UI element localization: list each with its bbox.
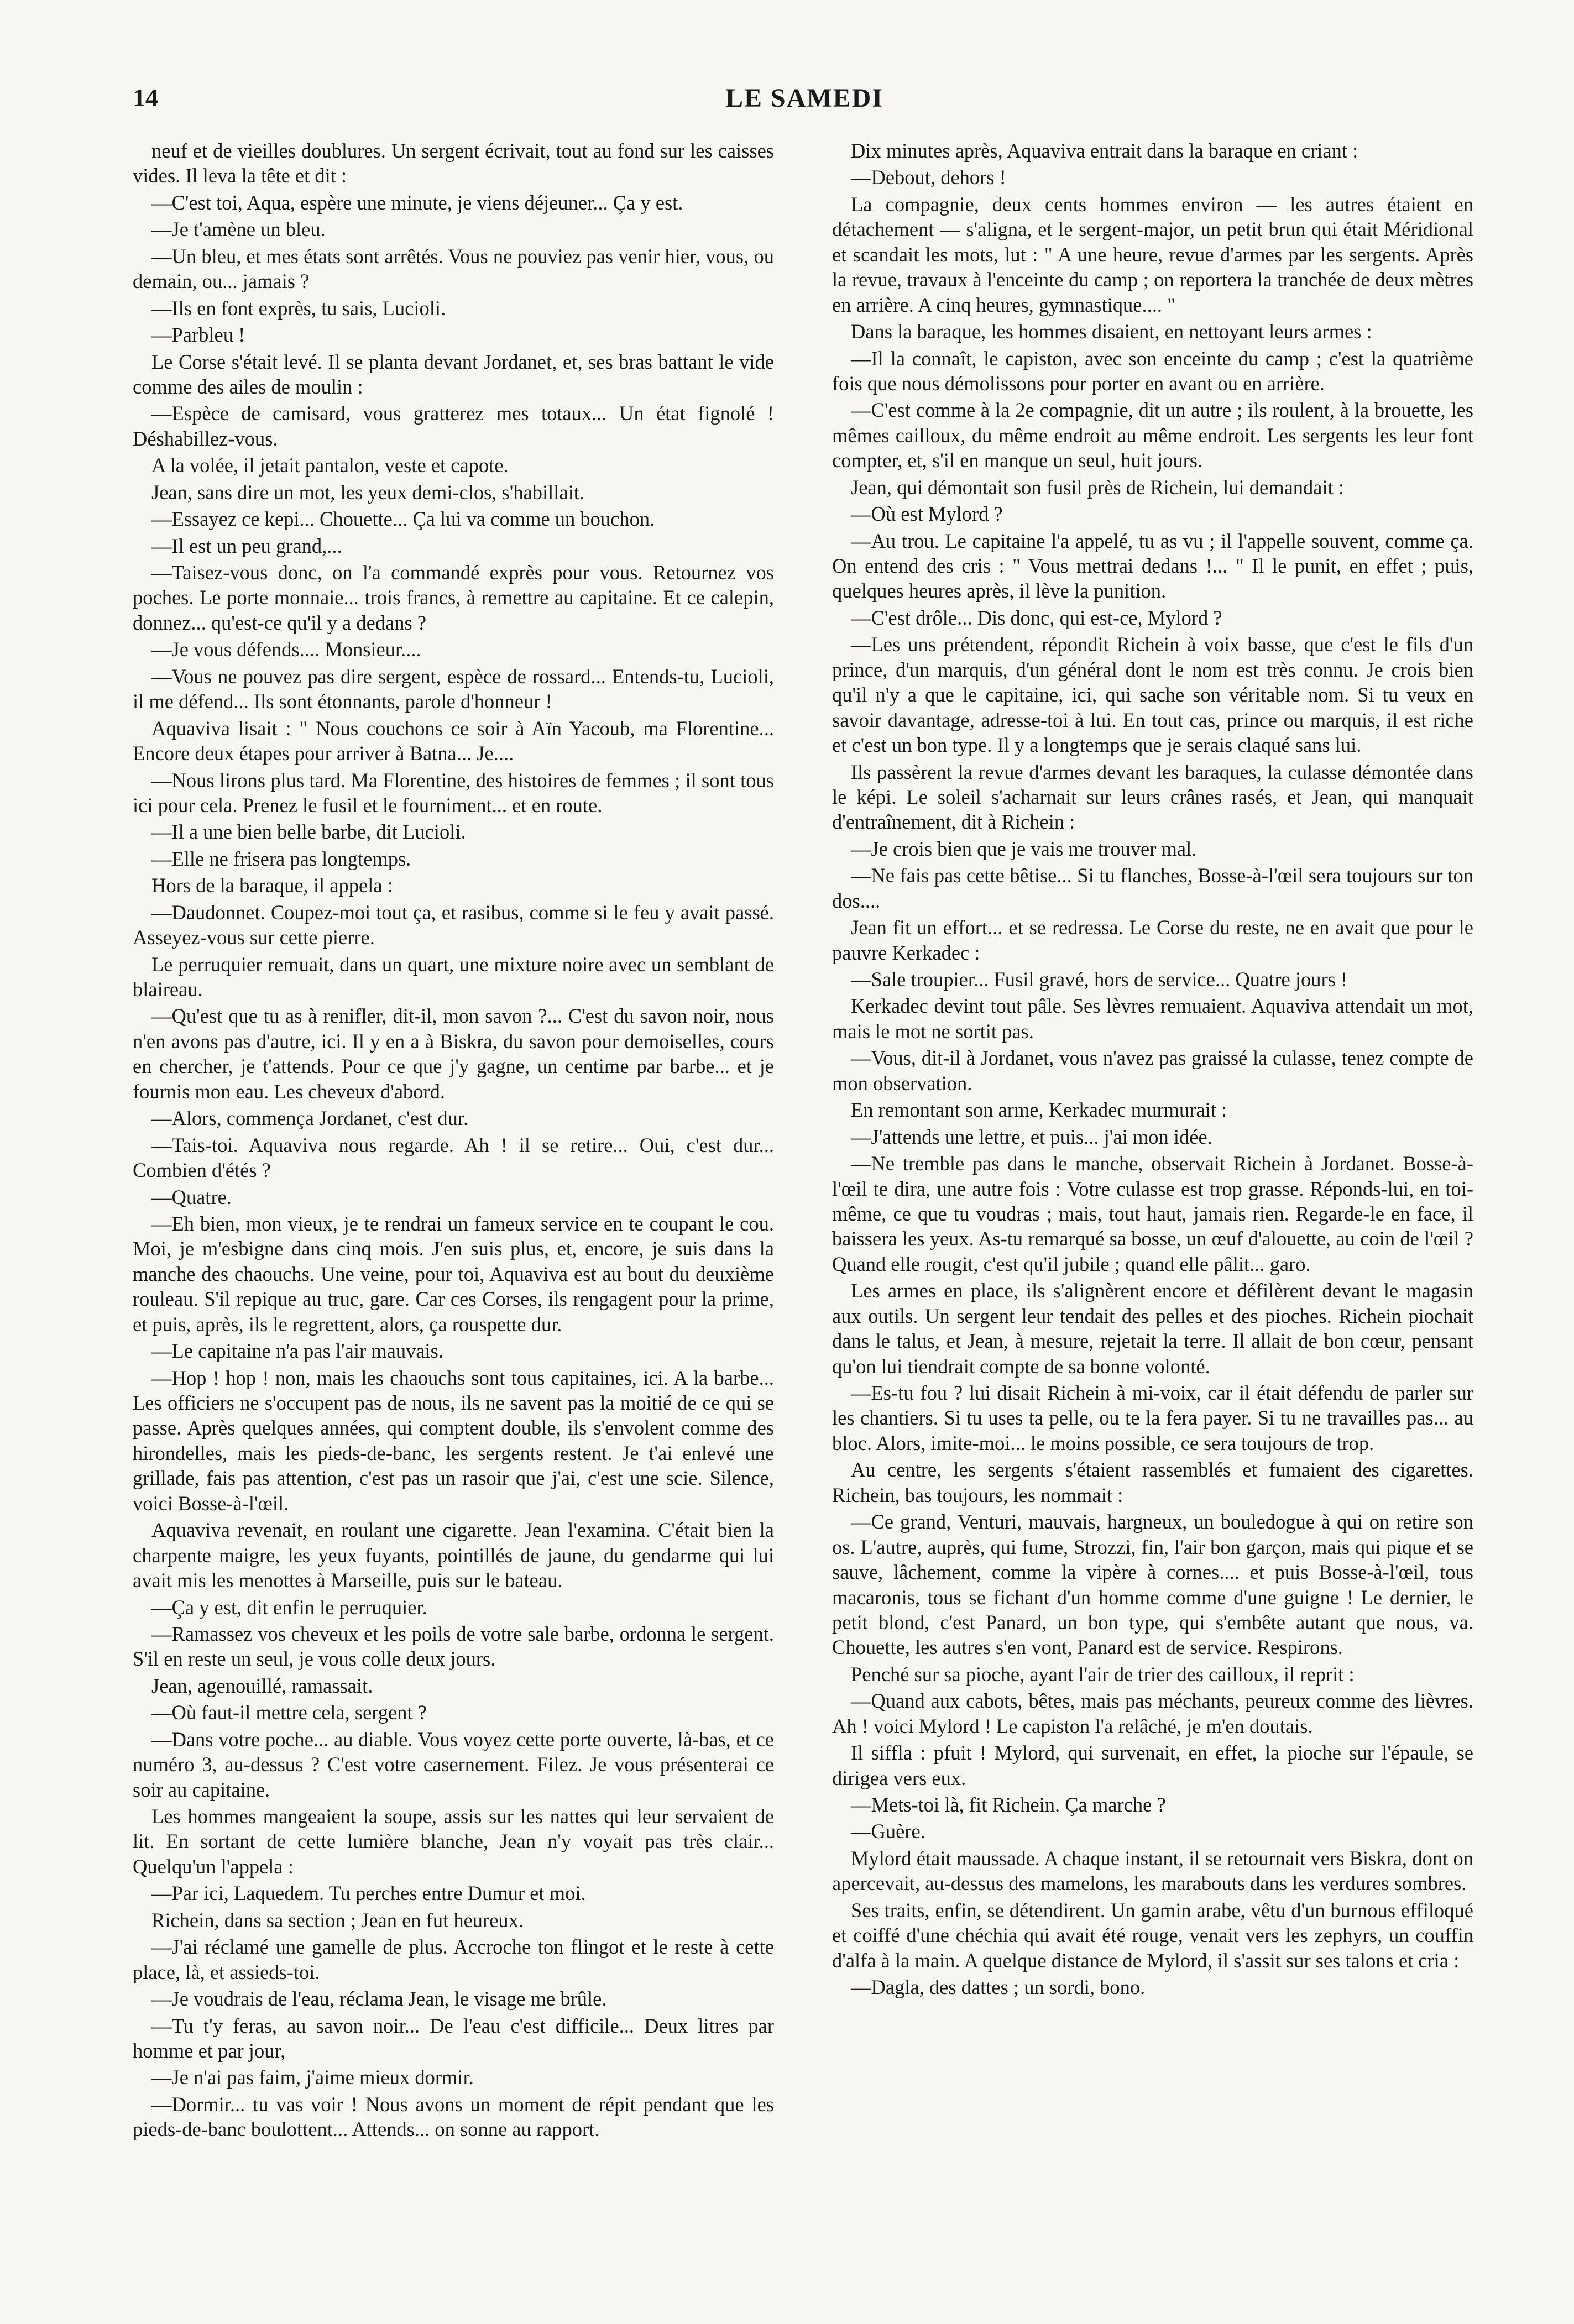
paragraph: —J'ai réclamé une gamelle de plus. Accroche ton flingot et le reste à cette place, là, et assieds-toi.: [133, 1935, 774, 1983]
paragraph: Le perruquier remuait, dans un quart, une mixture noire avec un semblant de blaireau.: [133, 952, 774, 1001]
paragraph: —C'est toi, Aqua, espère une minute, je viens déjeuner... Ça y est.: [151, 191, 683, 214]
paragraph: —Dans votre poche... au diable. Vous voyez cette porte ouverte, là-bas, et ce numéro 3, au-dessus ? C'est votre casernement. Filez. Je vous présenterai ce soir au capitaine.: [133, 1728, 774, 1801]
paragraph: —Es-tu fou ? lui disait Richein à mi-voix, car il était défendu de parler sur les chantiers. Si tu uses ta pelle, ou te la fera payer. Si tu ne travailles pas... au bloc. Alors, imite-moi... le moins possible, ce sera toujours de trop.: [832, 1381, 1473, 1454]
page-number: 14: [133, 83, 158, 112]
paragraph: Aquaviva revenait, en roulant une cigarette. Jean l'examina. C'était bien la charpente maigre, les yeux fuyants, pointillés de jaune, du gendarme qui lui avait mis les menottes à Marseille, puis sur le bateau.: [133, 1519, 774, 1592]
paragraph: —Espèce de camisard, vous gratterez mes totaux... Un état fignolé ! Déshabillez-vous.: [133, 402, 774, 450]
paragraph: Jean, qui démontait son fusil près de Richein, lui demandait :: [851, 475, 1345, 499]
paragraph: —Qu'est que tu as à renifler, dit-il, mon savon ?... C'est du savon noir, nous n'en avons pas d'autre, ici. Il y en a à Biskra, du savon pour demoiselles, cours en chercher, je t'attends. Pour ce que j'y gagne, un centime par barbe... et je fournis mon eau. Les cheveux d'abord.: [133, 1004, 774, 1103]
paragraph: Ils passèrent la revue d'armes devant les baraques, la culasse démontée dans le képi. Le soleil s'acharnait sur leurs crânes rasés, et Jean, qui manquait d'entraînement, dit à Richein :: [832, 760, 1473, 834]
paragraph: —Je t'amène un bleu.: [151, 218, 326, 241]
paragraph: —Le capitaine n'a pas l'air mauvais.: [151, 1339, 444, 1363]
paragraph: —Guère.: [851, 1820, 925, 1843]
paragraph: —Ramassez vos cheveux et les poils de votre sale barbe, ordonna le sergent. S'il en reste un seul, je vous colle deux jours.: [133, 1622, 774, 1671]
paragraph: Mylord était maussade. A chaque instant, il se retournait vers Biskra, dont on apercevait, au-dessus des mamelons, les marabouts dans les verdures sombres.: [832, 1846, 1473, 1895]
paragraph: Richein, dans sa section ; Jean en fut heureux.: [151, 1908, 524, 1932]
page-header: [133, 83, 1476, 127]
paragraph: —C'est drôle... Dis donc, qui est-ce, Mylord ?: [851, 606, 1222, 629]
paragraph: Les armes en place, ils s'alignèrent encore et défilèrent devant le magasin aux outils. Un sergent leur tendait des pelles et des pioches. Richein piochait dans le talus, et Jean, à mesure, rejetait la terre. Il allait de bon cœur, pensant qu'on lui tiendrait compte de sa bonne volonté.: [832, 1279, 1473, 1378]
paragraph: En remontant son arme, Kerkadec murmurait :: [851, 1098, 1227, 1122]
paragraph: —Il est un peu grand,...: [151, 534, 342, 557]
paragraph: —Ils en font exprès, tu sais, Lucioli.: [151, 296, 446, 320]
paragraph: —Je voudrais de l'eau, réclama Jean, le visage me brûle.: [151, 1987, 607, 2011]
paragraph: —Ne tremble pas dans le manche, observait Richein à Jordanet. Bosse-à-l'œil te dira, une autre fois : Votre culasse est trop grasse. Réponds-lui, en toi-même, ce que tu voudras ; mais, tout haut, jamais rien. Regarde-le en face, il baissera les yeux. As-tu remarqué sa bosse, un œuf d'alouette, au coin de l'œil ? Quand elle rougit, c'est qu'il jubile ; quand elle pâlit... garo.: [832, 1152, 1473, 1275]
paragraph: Jean, agenouillé, ramassait.: [151, 1674, 373, 1697]
paragraph: —Essayez ce kepi... Chouette... Ça lui va comme un bouchon.: [151, 507, 655, 531]
paragraph: —Par ici, Laquedem. Tu perches entre Dumur et moi.: [151, 1882, 586, 1905]
paragraph: —Debout, dehors !: [851, 166, 1006, 189]
paragraph: —Vous, dit-il à Jordanet, vous n'avez pas graissé la culasse, tenez compte de mon observation.: [832, 1046, 1473, 1095]
paragraph: Aquaviva lisait : " Nous couchons ce soir à Aïn Yacoub, ma Florentine... Encore deux étapes pour arriver à Batna... Je....: [133, 716, 774, 765]
paragraph: Le Corse s'était levé. Il se planta devant Jordanet, et, ses bras battant le vide comme des ailes de moulin :: [133, 350, 774, 398]
paragraph: —Ça y est, dit enfin le perruquier.: [151, 1595, 427, 1619]
paragraph: —Où faut-il mettre cela, sergent ?: [151, 1701, 427, 1724]
paragraph: —Dagla, des dattes ; un sordi, bono.: [851, 1976, 1146, 1999]
paragraph: La compagnie, deux cents hommes environ — les autres étaient en détachement — s'aligna, et le sergent-major, un petit brun qui était Méridional et scandait les mots, lut : " A une heure, revue d'armes par les sergents. Après la revue, travaux à l'enceinte du camp ; on reportera la tranchée de deux mètres en arrière. A cinq heures, gymnastique.... ": [832, 192, 1473, 316]
paragraph: Dix minutes après, Aquaviva entrait dans la baraque en criant :: [851, 139, 1358, 162]
paragraph: —Daudonnet. Coupez-moi tout ça, et rasibus, comme si le feu y avait passé. Asseyez-vous sur cette pierre.: [133, 901, 774, 949]
paragraph: Dans la baraque, les hommes disaient, en nettoyant leurs armes :: [851, 320, 1372, 343]
paragraph: —Je vous défends.... Monsieur....: [151, 638, 421, 661]
paragraph: Jean, sans dire un mot, les yeux demi-clos, s'habillait.: [151, 480, 585, 504]
paragraph: —Tais-toi. Aquaviva nous regarde. Ah ! il se retire... Oui, c'est dur... Combien d'étés ?: [133, 1133, 774, 1182]
paragraph: A la volée, il jetait pantalon, veste et capote.: [151, 454, 509, 477]
paragraph: —Ce grand, Venturi, mauvais, hargneux, un bouledogue à qui on retire son os. L'autre, auprès, qui fume, Strozzi, fin, l'air bon garçon, mais qui pique et se sauve, lâchement, comme la vipère à cornes.... et puis Bosse-à-l'œil, tous macaronis, tous se fichant d'un homme comme d'une guigne ! Le dernier, le petit blond, c'est Panard, un bon type, qui s'embête autant que nous, va. Chouette, les autres s'en vont, Panard est de service. Respirons.: [832, 1510, 1473, 1659]
paragraph: Il siffla : pfuit ! Mylord, qui survenait, en effet, la pioche sur l'épaule, se dirigea vers eux.: [832, 1741, 1473, 1789]
paragraph: —Dormir... tu vas voir ! Nous avons un moment de répit pendant que les pieds-de-banc boulottent... Attends... on sonne au rapport.: [133, 2092, 774, 2141]
magazine-title: LE SAMEDI: [725, 83, 884, 113]
paragraph: Penché sur sa pioche, ayant l'air de trier des cailloux, il reprit :: [851, 1662, 1355, 1686]
paragraph: Au centre, les sergents s'étaient rassemblés et fumaient des cigarettes. Richein, bas toujours, les nommait :: [832, 1458, 1473, 1506]
paragraph: —Tu t'y feras, au savon noir... De l'eau c'est difficile... Deux litres par homme et par jour,: [133, 2014, 774, 2062]
paragraph: —Mets-toi là, fit Richein. Ça marche ?: [851, 1793, 1166, 1816]
paragraph: —Hop ! hop ! non, mais les chaouchs sont tous capitaines, ici. A la barbe... Les officiers ne s'occupent pas de nous, ils ne savent pas la moitié de ce qui se passe. Après quelques années, qui comptent double, ils s'envolent comme des hirondelles, mais les pieds-de-banc, les sergents restent. Je t'ai enlevé une grillade, fais pas attention, c'est pas un rasoir que j'ai, c'est une scie. Silence, voici Bosse-à-l'œil.: [133, 1366, 774, 1515]
paragraph: —Il a une bien belle barbe, dit Lucioli.: [151, 820, 466, 844]
paragraph: Hors de la baraque, il appela :: [151, 874, 393, 897]
text-column-right: [832, 138, 1473, 2272]
paragraph: Les hommes mangeaient la soupe, assis sur les nattes qui leur servaient de lit. En sortant de cette lumière blanche, Jean n'y voyait pas très clair... Quelqu'un l'appela :: [133, 1805, 774, 1878]
paragraph: —Nous lirons plus tard. Ma Florentine, des histoires de femmes ; il sont tous ici pour cela. Prenez le fusil et le fourniment... et en route.: [133, 768, 774, 816]
paragraph: —Quand aux cabots, bêtes, mais pas méchants, peureux comme des lièvres. Ah ! voici Mylord ! Le capiston l'a relâché, je m'en doutais.: [832, 1689, 1473, 1737]
text-column-left: [133, 138, 774, 2272]
paragraph: —Elle ne frisera pas longtemps.: [151, 847, 411, 870]
paragraph: —Sale troupier... Fusil gravé, hors de service... Quatre jours !: [851, 968, 1348, 991]
paragraph: Jean fit un effort... et se redressa. Le Corse du reste, ne en avait que pour le pauvre Kerkadec :: [832, 916, 1473, 964]
paragraph: —Au trou. Le capitaine l'a appelé, tu as vu ; il l'appelle souvent, comme ça. On entend des cris : " Vous mettrai dedans !... " Il le punit, en effet ; puis, quelques heures après, il lève la punition.: [832, 529, 1473, 603]
paragraph: —C'est comme à la 2e compagnie, dit un autre ; ils roulent, à la brouette, les mêmes cailloux, du même endroit au même endroit. Les sergents les leur font compter, et, s'il en manque un seul, huit jours.: [832, 399, 1473, 472]
paragraph: Ses traits, enfin, se détendirent. Un gamin arabe, vêtu d'un burnous effiloqué et coiffé d'une chéchia qui avait été rouge, venait vers les zephyrs, un couffin d'alfa à la main. A quelque distance de Mylord, il s'assit sur ses talons et cria :: [832, 1898, 1473, 1972]
paragraph: neuf et de vieilles doublures. Un sergent écrivait, tout au fond sur les caisses vides. Il leva la tête et dit :: [133, 139, 774, 187]
paragraph: —Eh bien, mon vieux, je te rendrai un fameux service en te coupant le cou. Moi, je m'esbigne dans cinq mois. J'en suis plus, et, encore, je suis dans la manche des chaouchs. Une veine, pour toi, Aquaviva est au bout du deuxième rouleau. S'il repique au truc, gare. Car ces Corses, ils rengagent pour la prime, et puis, après, ils le regrettent, alors, ça rouspette dur.: [133, 1212, 774, 1336]
paragraph: —Parbleu !: [151, 323, 245, 347]
paragraph: Kerkadec devint tout pâle. Ses lèvres remuaient. Aquaviva attendait un mot, mais le mot ne sortit pas.: [832, 994, 1473, 1043]
paragraph: —Alors, commença Jordanet, c'est dur.: [151, 1107, 469, 1130]
paragraph: —Taisez-vous donc, on l'a commandé exprès pour vous. Retournez vos poches. Le porte monnaie... trois francs, à remettre au capitaine. Et ce calepin, donnez... qu'est-ce qu'il y a dedans ?: [133, 561, 774, 634]
paragraph: —Quatre.: [151, 1185, 232, 1208]
paragraph: —Un bleu, et mes états sont arrêtés. Vous ne pouviez pas venir hier, vous, ou demain, ou... jamais ?: [133, 244, 774, 293]
paragraph: —Il la connaît, le capiston, avec son enceinte du camp ; c'est la quatrième fois que nous démolissons pour porter en avant ou en arrière.: [832, 347, 1473, 395]
paragraph: —J'attends une lettre, et puis... j'ai mon idée.: [851, 1125, 1212, 1148]
paragraph: —Où est Mylord ?: [851, 503, 1003, 526]
paragraph: —Les uns prétendent, répondit Richein à voix basse, que c'est le fils d'un prince, d'un marquis, d'un général dont le nom est très connu. Je crois bien qu'il n'y a que le capitaine, ici, qui sache son véritable nom. Si tu veux en savoir davantage, adresse-toi à lui. En tout cas, prince ou marquis, il est riche et c'est un bon type. Il y a longtemps que je serais claqué sans lui.: [832, 633, 1473, 757]
paragraph: —Ne fais pas cette bêtise... Si tu flanches, Bosse-à-l'œil sera toujours sur ton dos....: [832, 864, 1473, 912]
paragraph: —Je crois bien que je vais me trouver mal.: [851, 837, 1197, 860]
paragraph: —Je n'ai pas faim, j'aime mieux dormir.: [151, 2066, 474, 2089]
paragraph: —Vous ne pouvez pas dire sergent, espèce de rossard... Entends-tu, Lucioli, il me défend... Ils sont étonnants, parole d'honneur !: [133, 664, 774, 713]
